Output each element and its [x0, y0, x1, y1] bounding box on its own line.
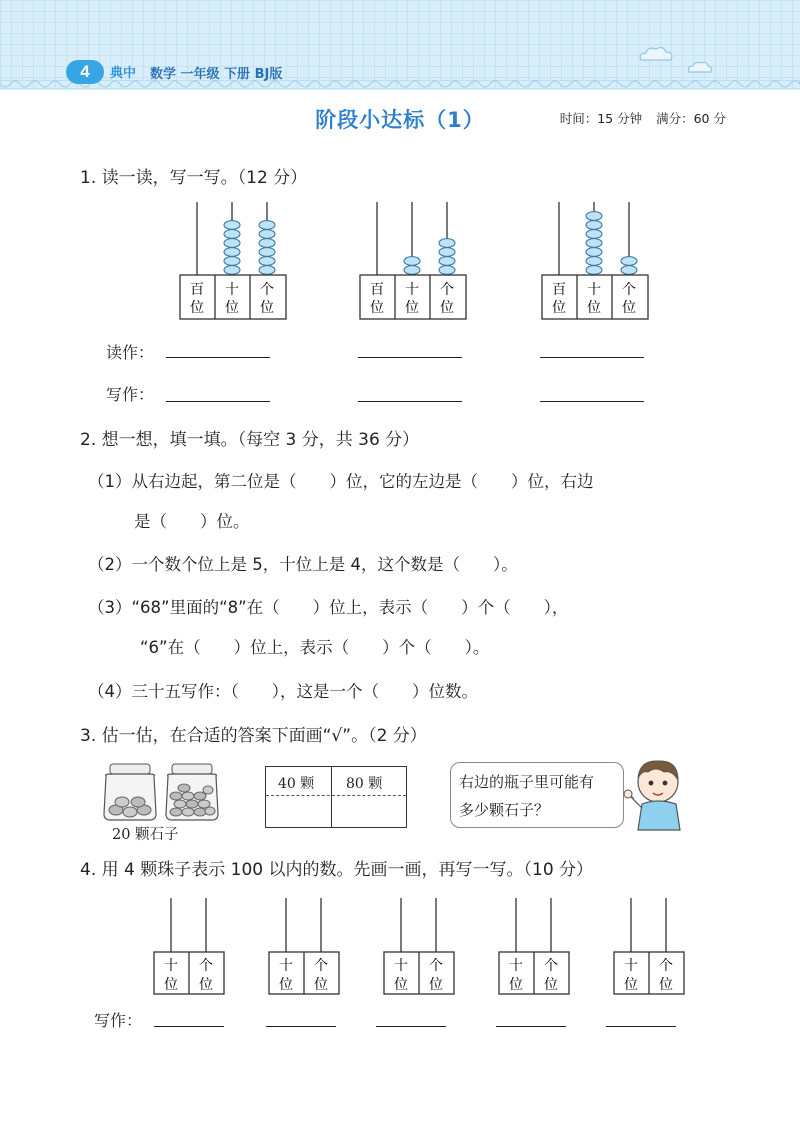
- write-label: 写作：: [106, 385, 155, 404]
- q4-blank-3[interactable]: [376, 1026, 446, 1027]
- svg-text:位: 位: [370, 300, 384, 316]
- svg-text:百: 百: [370, 282, 384, 298]
- svg-text:位: 位: [199, 977, 213, 993]
- svg-text:个: 个: [429, 958, 443, 974]
- q2-line-3: （3）“68”里面的“8”在（ ）位上，表示（ ）个（ ），: [88, 598, 569, 617]
- question-3-prompt: 3. 估一估，在合适的答案下面画“√”。（2 分）: [80, 726, 427, 746]
- svg-text:十: 十: [394, 958, 408, 974]
- jar-caption: 20 颗石子: [112, 827, 179, 843]
- full-score: 满分：60 分: [656, 111, 726, 126]
- q4-blank-5[interactable]: [606, 1026, 676, 1027]
- read-blank-1[interactable]: [166, 357, 270, 358]
- q4-blank-1[interactable]: [154, 1026, 224, 1027]
- question-4-prompt: 4. 用 4 颗珠子表示 100 以内的数。先画一画，再写一写。（10 分）: [80, 860, 594, 880]
- table-dashed-divider: [266, 795, 406, 796]
- brand-logo: 典中: [110, 66, 137, 81]
- write-blank-1[interactable]: [166, 401, 270, 402]
- svg-text:位: 位: [429, 977, 443, 993]
- empty-abacus-1: [154, 898, 224, 994]
- q2-line-4: （4）三十五写作：（ ），这是一个（ ）位数。: [88, 682, 478, 701]
- svg-text:个: 个: [659, 958, 673, 974]
- q1-abaci: [170, 198, 730, 328]
- read-label: 读作：: [106, 343, 155, 362]
- abacus-2-tens-beads: [404, 257, 420, 275]
- svg-text:位: 位: [624, 977, 638, 993]
- option-80: 80 颗: [346, 776, 383, 792]
- svg-text:十: 十: [164, 958, 178, 974]
- bubble-line-1: 右边的瓶子里可能有: [459, 773, 595, 791]
- svg-text:位: 位: [190, 300, 204, 316]
- svg-text:十: 十: [279, 958, 293, 974]
- cloud-icon: [636, 44, 676, 64]
- bubble-line-2: 多少颗石子？: [459, 801, 550, 819]
- estimate-table: [265, 766, 407, 828]
- abacus-3: [542, 202, 648, 319]
- page-title: 阶段小达标（1）: [315, 108, 485, 132]
- empty-abacus-3: [384, 898, 454, 994]
- abacus-3-tens-beads: [586, 212, 602, 275]
- q2-line-3-cont: “6”在（ ）位上，表示（ ）个（ ）。: [140, 638, 490, 657]
- svg-text:百: 百: [552, 282, 566, 298]
- empty-abacus-2: [269, 898, 339, 994]
- cloud-icon: [686, 60, 714, 74]
- q4-blank-2[interactable]: [266, 1026, 336, 1027]
- abacus-1-tens-beads: [224, 221, 240, 275]
- svg-text:百: 百: [190, 282, 204, 298]
- q2-line-1: （1）从右边起，第二位是（ ）位，它的左边是（ ）位，右边: [88, 472, 594, 491]
- svg-text:位: 位: [587, 300, 601, 316]
- time-limit: 时间：15 分钟: [559, 111, 643, 126]
- write-blank-3[interactable]: [540, 401, 644, 402]
- exam-meta: [550, 109, 726, 127]
- svg-text:个: 个: [440, 282, 454, 298]
- q4-abaci: [140, 894, 700, 998]
- abacus-3-ones-beads: [621, 257, 637, 275]
- abacus-1: [180, 202, 286, 319]
- abacus-2: [360, 202, 466, 319]
- svg-text:位: 位: [622, 300, 636, 316]
- svg-text:十: 十: [405, 282, 419, 298]
- svg-text:个: 个: [260, 282, 274, 298]
- page-number-badge: 4: [66, 60, 104, 84]
- svg-text:个: 个: [314, 958, 328, 974]
- read-blank-3[interactable]: [540, 357, 644, 358]
- header-wave-border: [0, 80, 800, 94]
- answer-cell-40[interactable]: [268, 798, 329, 824]
- svg-text:个: 个: [199, 958, 213, 974]
- abacus-1-ones-beads: [259, 221, 275, 275]
- svg-text:十: 十: [587, 282, 601, 298]
- jars-illustration: [100, 762, 220, 824]
- answer-cell-80[interactable]: [334, 798, 404, 824]
- svg-text:位: 位: [394, 977, 408, 993]
- svg-text:位: 位: [279, 977, 293, 993]
- table-divider: [331, 767, 332, 827]
- svg-text:位: 位: [314, 977, 328, 993]
- boy-avatar-icon: [620, 752, 690, 832]
- speech-bubble: [450, 762, 624, 828]
- svg-text:十: 十: [225, 282, 239, 298]
- empty-abacus-5: [614, 898, 684, 994]
- svg-text:十: 十: [509, 958, 523, 974]
- svg-text:位: 位: [405, 300, 419, 316]
- svg-text:个: 个: [622, 282, 636, 298]
- abacus-2-ones-beads: [439, 239, 455, 275]
- empty-abacus-4: [499, 898, 569, 994]
- q2-line-2: （2）一个数个位上是 5，十位上是 4，这个数是（ ）。: [88, 555, 518, 574]
- svg-text:位: 位: [552, 300, 566, 316]
- write-blank-2[interactable]: [358, 401, 462, 402]
- option-40: 40 颗: [278, 776, 315, 792]
- question-1-prompt: 1. 读一读，写一写。（12 分）: [80, 168, 308, 188]
- svg-text:位: 位: [659, 977, 673, 993]
- svg-text:个: 个: [544, 958, 558, 974]
- read-blank-2[interactable]: [358, 357, 462, 358]
- book-info: 数学 一年级 下册 BJ版: [150, 67, 283, 82]
- svg-text:位: 位: [509, 977, 523, 993]
- jar-left: [104, 764, 156, 820]
- q2-line-1-cont: 是（ ）位。: [134, 512, 250, 531]
- question-2-prompt: 2. 想一想，填一填。（每空 3 分，共 36 分）: [80, 430, 420, 450]
- q4-write-label: 写作：: [94, 1011, 143, 1030]
- jar-right: [166, 764, 218, 820]
- svg-text:位: 位: [260, 300, 274, 316]
- svg-text:十: 十: [624, 958, 638, 974]
- q4-blank-4[interactable]: [496, 1026, 566, 1027]
- svg-text:位: 位: [164, 977, 178, 993]
- svg-text:位: 位: [440, 300, 454, 316]
- svg-text:位: 位: [225, 300, 239, 316]
- svg-text:位: 位: [544, 977, 558, 993]
